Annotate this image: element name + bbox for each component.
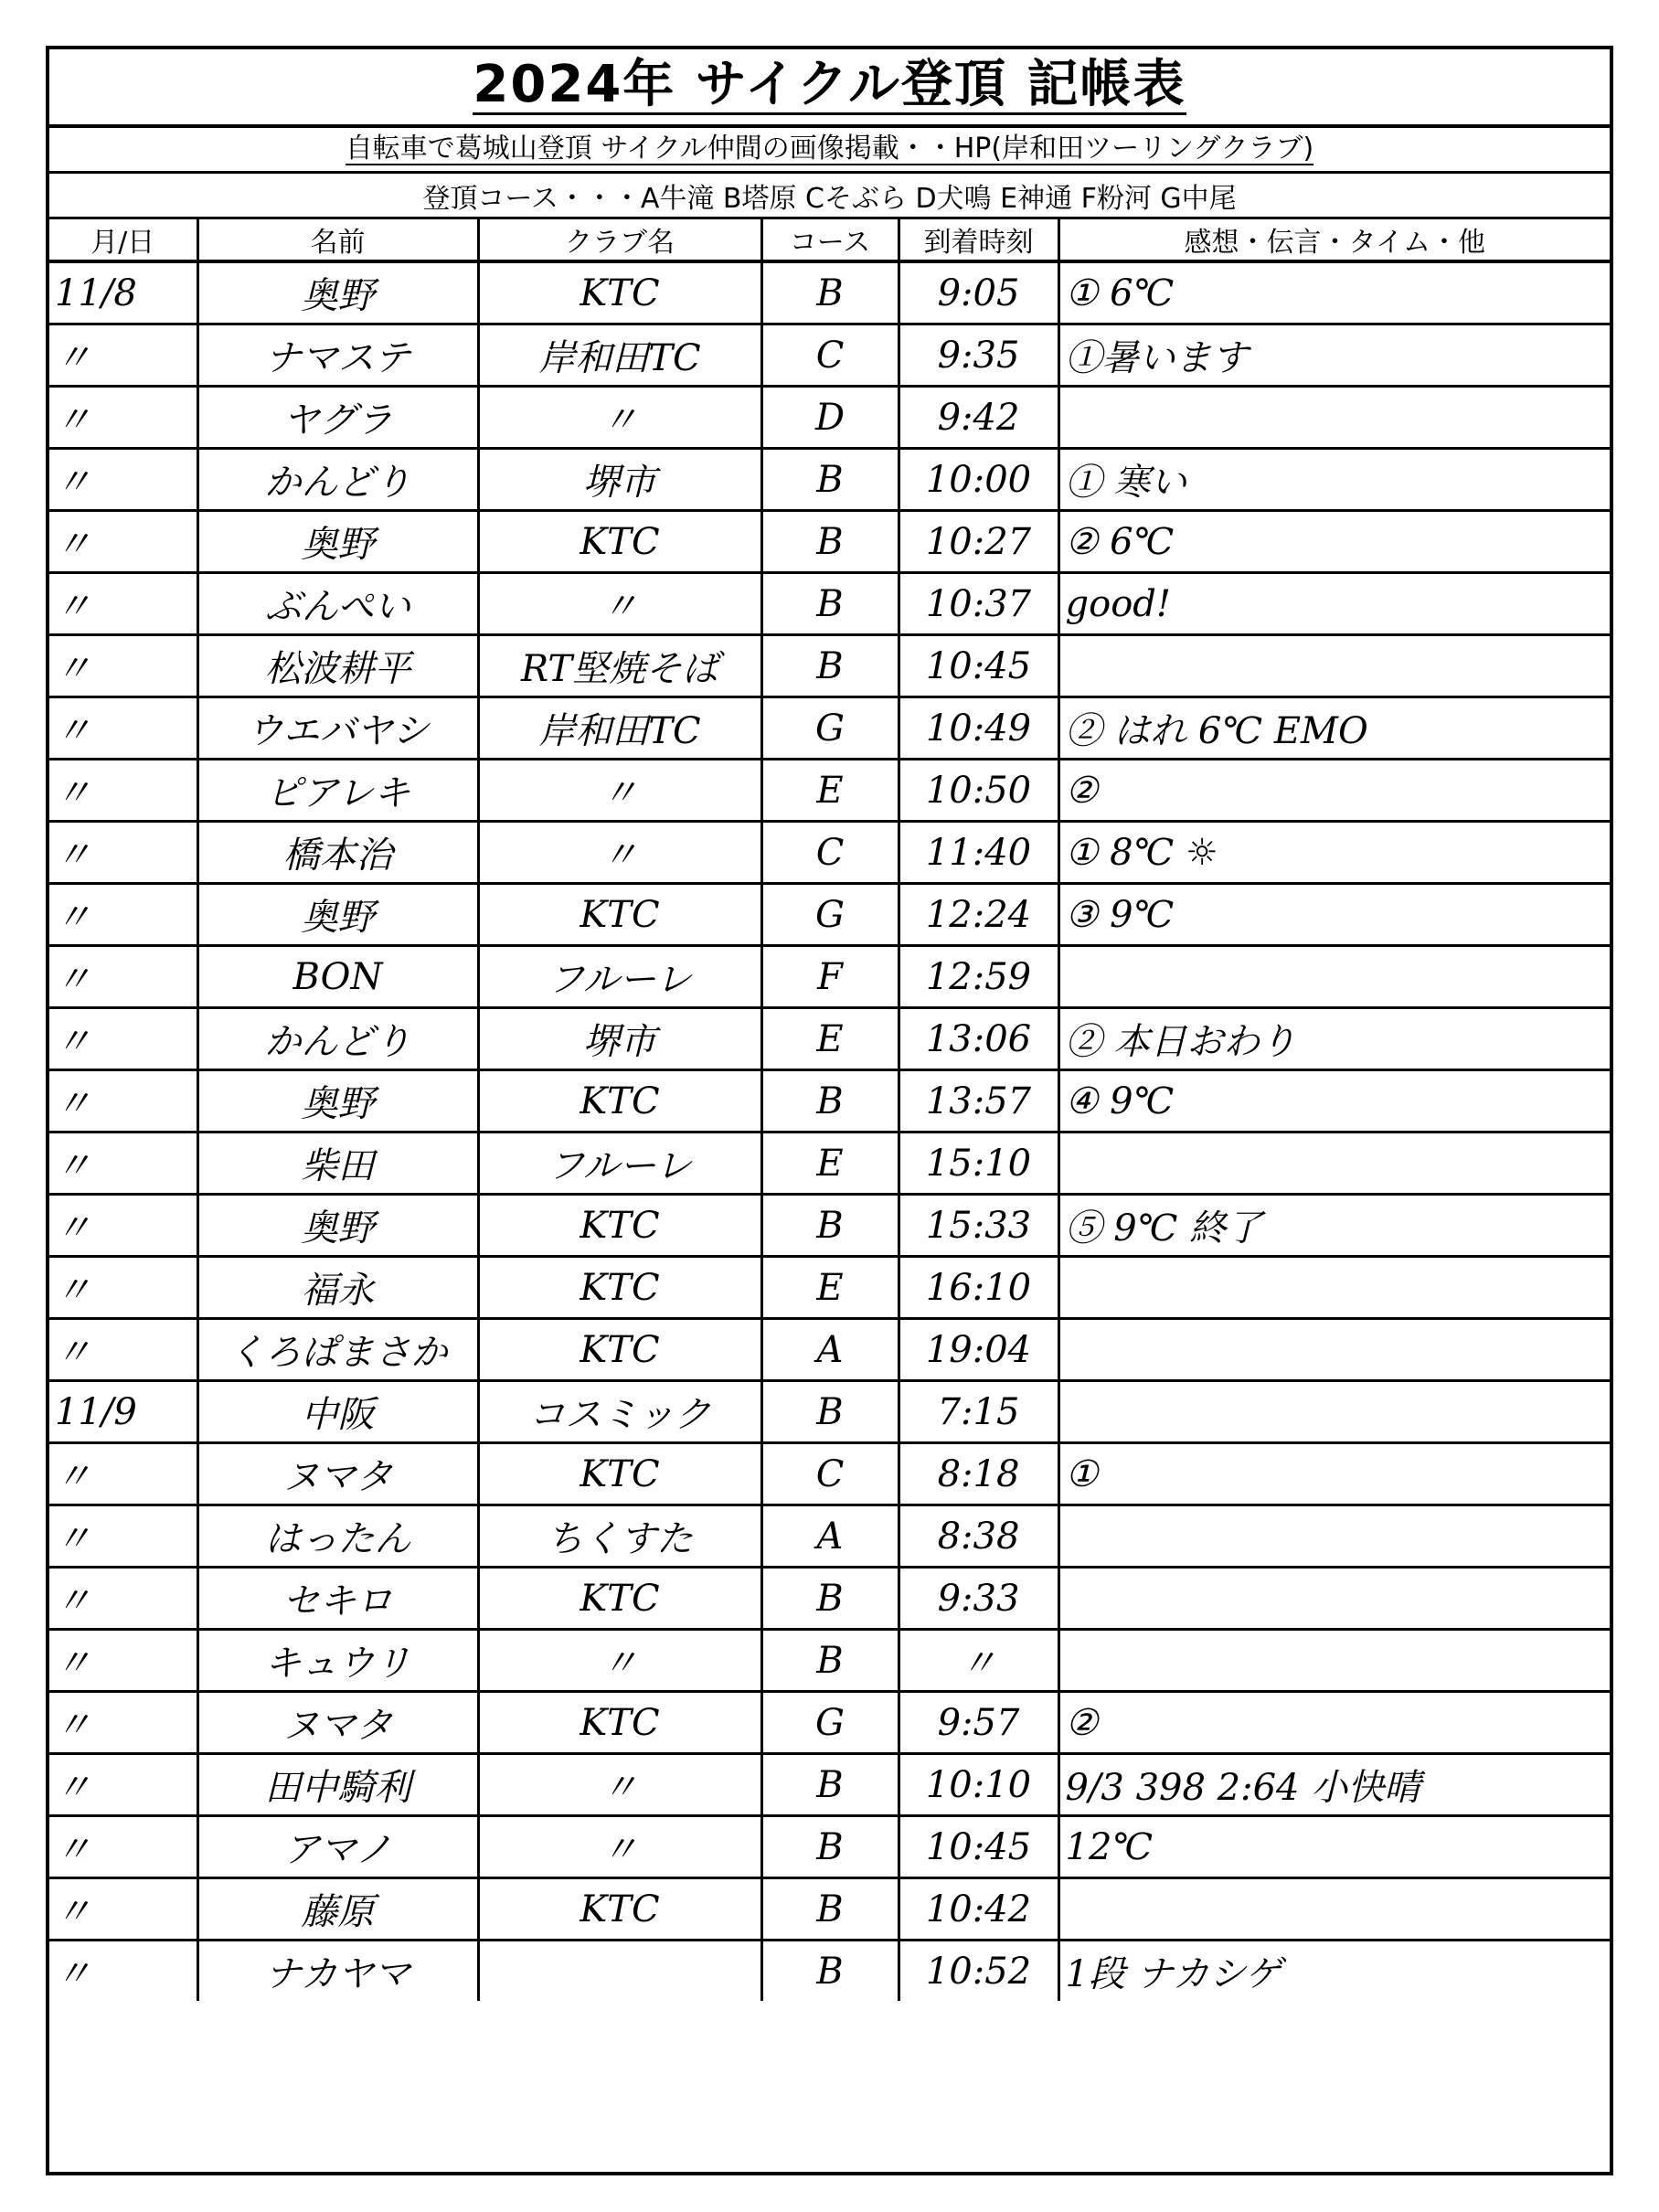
cell-time: 19:04 <box>899 1319 1058 1381</box>
cell-note: 9/3 398 2:64 小快晴 <box>1058 1754 1610 1816</box>
subtitle-row <box>49 128 1610 174</box>
cell-note <box>1058 1319 1610 1381</box>
cell-course: B <box>761 1070 899 1133</box>
cell-time: 15:10 <box>899 1133 1058 1195</box>
cell-note <box>1058 1133 1610 1195</box>
cell-name: 奥野 <box>197 511 478 573</box>
table-row <box>49 1754 1610 1816</box>
cell-note <box>1058 1630 1610 1692</box>
table-row <box>49 449 1610 511</box>
cell-club: ちくすた <box>478 1505 761 1568</box>
cell-club <box>478 1941 761 2002</box>
table-row <box>49 1692 1610 1754</box>
cell-date: 〃 <box>49 822 197 884</box>
cell-club: KTC <box>478 1257 761 1319</box>
cell-time: 13:06 <box>899 1008 1058 1070</box>
cell-date: 〃 <box>49 511 197 573</box>
cell-club: 堺市 <box>478 449 761 511</box>
cell-date: 〃 <box>49 1505 197 1568</box>
cell-note: ④ 9℃ <box>1058 1070 1610 1133</box>
cell-note: ② はれ 6℃ EMO <box>1058 697 1610 760</box>
cell-course: G <box>761 884 899 946</box>
cell-name: 奥野 <box>197 1195 478 1257</box>
cell-time: 13:57 <box>899 1070 1058 1133</box>
course-legend-row <box>49 174 1610 219</box>
cell-date: 〃 <box>49 449 197 511</box>
header-time: 到着時刻 <box>899 219 1058 261</box>
cell-date: 〃 <box>49 324 197 387</box>
cell-course: B <box>761 1381 899 1443</box>
cell-course: B <box>761 1878 899 1941</box>
cell-date: 〃 <box>49 1816 197 1878</box>
cell-name: ヌマタ <box>197 1692 478 1754</box>
table-row <box>49 946 1610 1008</box>
cell-name: ヤグラ <box>197 387 478 449</box>
cell-club: RT堅焼そば <box>478 635 761 697</box>
cell-course: B <box>761 1195 899 1257</box>
course-legend: 登頂コース・・・A牛滝 B塔原 Cそぶら D犬鳴 E神通 F粉河 G中尾 <box>422 182 1237 215</box>
cell-time: 9:42 <box>899 387 1058 449</box>
cell-date: 〃 <box>49 1754 197 1816</box>
cell-name: 橋本治 <box>197 822 478 884</box>
cell-course: A <box>761 1319 899 1381</box>
table-row <box>49 1568 1610 1630</box>
cell-course: E <box>761 1257 899 1319</box>
cell-time: 11:40 <box>899 822 1058 884</box>
cell-name: はったん <box>197 1505 478 1568</box>
cell-note: ② 6℃ <box>1058 511 1610 573</box>
log-sheet <box>46 46 1613 2175</box>
cell-course: B <box>761 635 899 697</box>
header-row <box>49 219 1610 261</box>
cell-name: BON <box>197 946 478 1008</box>
cell-club: 〃 <box>478 822 761 884</box>
cell-club: KTC <box>478 1070 761 1133</box>
cell-course: G <box>761 697 899 760</box>
cell-date: 〃 <box>49 1195 197 1257</box>
cell-note: ② <box>1058 1692 1610 1754</box>
header-course: コース <box>761 219 899 261</box>
cell-club: 岸和田TC <box>478 324 761 387</box>
cell-name: 福永 <box>197 1257 478 1319</box>
cell-time: 9:35 <box>899 324 1058 387</box>
cell-date: 〃 <box>49 1630 197 1692</box>
cell-note: ① 6℃ <box>1058 261 1610 324</box>
cell-name: 奥野 <box>197 261 478 324</box>
table-row <box>49 1381 1610 1443</box>
cell-course: B <box>761 449 899 511</box>
cell-name: くろぱまさか <box>197 1319 478 1381</box>
cell-time: 10:45 <box>899 635 1058 697</box>
cell-date: 〃 <box>49 760 197 822</box>
cell-club: 堺市 <box>478 1008 761 1070</box>
cell-name: ヌマタ <box>197 1443 478 1505</box>
cell-note <box>1058 387 1610 449</box>
table-row <box>49 697 1610 760</box>
cell-club: KTC <box>478 1443 761 1505</box>
table-row <box>49 884 1610 946</box>
cell-name: 藤原 <box>197 1878 478 1941</box>
cell-time: 10:00 <box>899 449 1058 511</box>
cell-course: C <box>761 1443 899 1505</box>
cell-note <box>1058 1505 1610 1568</box>
cell-note <box>1058 1878 1610 1941</box>
cell-club: コスミック <box>478 1381 761 1443</box>
cell-time: 16:10 <box>899 1257 1058 1319</box>
cell-name: 田中騎利 <box>197 1754 478 1816</box>
cell-time: 〃 <box>899 1630 1058 1692</box>
cell-note: ⑤ 9℃ 終了 <box>1058 1195 1610 1257</box>
cell-name: ナマステ <box>197 324 478 387</box>
cell-date: 〃 <box>49 387 197 449</box>
cell-name: かんどり <box>197 1008 478 1070</box>
cell-course: C <box>761 324 899 387</box>
cell-note <box>1058 635 1610 697</box>
table-row <box>49 261 1610 324</box>
cell-name: セキロ <box>197 1568 478 1630</box>
cell-name: アマノ <box>197 1816 478 1878</box>
table-row <box>49 1443 1610 1505</box>
cell-date: 〃 <box>49 1008 197 1070</box>
cell-date: 11/8 <box>49 261 197 324</box>
cell-club: 〃 <box>478 1816 761 1878</box>
cell-date: 〃 <box>49 635 197 697</box>
cell-note <box>1058 946 1610 1008</box>
cell-date: 〃 <box>49 1319 197 1381</box>
cell-time: 10:49 <box>899 697 1058 760</box>
cell-club: 〃 <box>478 573 761 635</box>
cell-course: B <box>761 1630 899 1692</box>
cell-course: B <box>761 1816 899 1878</box>
cell-date: 〃 <box>49 1443 197 1505</box>
cell-note: ③ 9℃ <box>1058 884 1610 946</box>
cell-name: 柴田 <box>197 1133 478 1195</box>
cell-name: 松波耕平 <box>197 635 478 697</box>
table-row <box>49 1257 1610 1319</box>
cell-date: 〃 <box>49 1941 197 2002</box>
cell-club: フルーレ <box>478 1133 761 1195</box>
table-row <box>49 760 1610 822</box>
table-row <box>49 1505 1610 1568</box>
table-row <box>49 511 1610 573</box>
cell-club: KTC <box>478 511 761 573</box>
cell-name: キュウリ <box>197 1630 478 1692</box>
cell-date: 〃 <box>49 1568 197 1630</box>
cell-club: 岸和田TC <box>478 697 761 760</box>
cell-course: G <box>761 1692 899 1754</box>
cell-name: ピアレキ <box>197 760 478 822</box>
page-title: 2024年 サイクル登頂 記帳表 <box>473 55 1186 115</box>
cell-note: ①暑います <box>1058 324 1610 387</box>
cell-club: KTC <box>478 1319 761 1381</box>
cell-date: 〃 <box>49 1878 197 1941</box>
cell-club: フルーレ <box>478 946 761 1008</box>
cell-club: 〃 <box>478 760 761 822</box>
table-row <box>49 1133 1610 1195</box>
cell-course: F <box>761 946 899 1008</box>
cell-club: KTC <box>478 884 761 946</box>
cell-note <box>1058 1381 1610 1443</box>
cell-time: 10:27 <box>899 511 1058 573</box>
cell-date: 〃 <box>49 946 197 1008</box>
table-row <box>49 1630 1610 1692</box>
cell-club: KTC <box>478 261 761 324</box>
cell-course: B <box>761 511 899 573</box>
cell-name: ぶんぺい <box>197 573 478 635</box>
cell-time: 10:52 <box>899 1941 1058 2002</box>
cell-name: 奥野 <box>197 1070 478 1133</box>
header-date: 月/日 <box>49 219 197 261</box>
cell-time: 9:33 <box>899 1568 1058 1630</box>
log-table <box>49 219 1610 2001</box>
cell-date: 〃 <box>49 1692 197 1754</box>
cell-date: 〃 <box>49 697 197 760</box>
table-row <box>49 635 1610 697</box>
cell-club: 〃 <box>478 1630 761 1692</box>
table-row <box>49 1878 1610 1941</box>
cell-course: B <box>761 1754 899 1816</box>
table-row <box>49 822 1610 884</box>
table-row <box>49 1070 1610 1133</box>
cell-club: KTC <box>478 1878 761 1941</box>
cell-club: 〃 <box>478 387 761 449</box>
cell-note: ① 8℃ ☼ <box>1058 822 1610 884</box>
subtitle: 自転車で葛城山登頂 サイクル仲間の画像掲載・・HP(岸和田ツーリングクラブ) <box>345 133 1314 165</box>
cell-note: ① 寒い <box>1058 449 1610 511</box>
cell-club: 〃 <box>478 1754 761 1816</box>
cell-course: B <box>761 1568 899 1630</box>
cell-date: 11/9 <box>49 1381 197 1443</box>
cell-time: 10:50 <box>899 760 1058 822</box>
table-row <box>49 1008 1610 1070</box>
cell-time: 8:38 <box>899 1505 1058 1568</box>
cell-note: ② 本日おわり <box>1058 1008 1610 1070</box>
cell-course: E <box>761 1008 899 1070</box>
cell-note: 1段 ナカシゲ <box>1065 1953 1282 1995</box>
cell-time: 10:10 <box>899 1754 1058 1816</box>
cell-date: 〃 <box>49 1070 197 1133</box>
cell-course: B <box>761 261 899 324</box>
cell-name: ナカヤマ <box>197 1941 478 2002</box>
table-row <box>49 1319 1610 1381</box>
table-row <box>49 1195 1610 1257</box>
cell-note: 12℃ <box>1058 1816 1610 1878</box>
cell-time: 12:59 <box>899 946 1058 1008</box>
cell-course: B <box>761 573 899 635</box>
table-row <box>49 324 1610 387</box>
cell-date: 〃 <box>49 1133 197 1195</box>
cell-course: E <box>761 760 899 822</box>
cell-note <box>1058 1568 1610 1630</box>
cell-time: 8:18 <box>899 1443 1058 1505</box>
cell-time: 10:37 <box>899 573 1058 635</box>
table-row <box>49 1941 1610 2002</box>
cell-name: 奥野 <box>197 884 478 946</box>
cell-date: 〃 <box>49 1257 197 1319</box>
table-row <box>49 573 1610 635</box>
cell-course: A <box>761 1505 899 1568</box>
cell-date: 〃 <box>49 573 197 635</box>
cell-name: 中阪 <box>197 1381 478 1443</box>
cell-time: 12:24 <box>899 884 1058 946</box>
cell-time: 10:42 <box>899 1878 1058 1941</box>
cell-note: good! <box>1058 573 1610 635</box>
cell-time: 10:45 <box>899 1816 1058 1878</box>
cell-club: KTC <box>478 1692 761 1754</box>
cell-course: E <box>761 1133 899 1195</box>
cell-date: 〃 <box>49 884 197 946</box>
header-name: 名前 <box>197 219 478 261</box>
cell-note: ① <box>1058 1443 1610 1505</box>
cell-name: かんどり <box>197 449 478 511</box>
log-rows <box>49 261 1610 2001</box>
cell-course: C <box>761 822 899 884</box>
cell-course: B <box>761 1941 899 2002</box>
cell-note <box>1058 1257 1610 1319</box>
cell-name: ウエバヤシ <box>197 697 478 760</box>
table-row <box>49 1816 1610 1878</box>
cell-time: 9:05 <box>899 261 1058 324</box>
cell-time: 9:57 <box>899 1692 1058 1754</box>
title-row <box>49 49 1610 128</box>
header-club: クラブ名 <box>478 219 761 261</box>
cell-time: 7:15 <box>899 1381 1058 1443</box>
cell-course: D <box>761 387 899 449</box>
cell-time: 15:33 <box>899 1195 1058 1257</box>
table-row <box>49 387 1610 449</box>
header-note: 感想・伝言・タイム・他 <box>1058 219 1610 261</box>
cell-note: ② <box>1058 760 1610 822</box>
cell-club: KTC <box>478 1195 761 1257</box>
cell-club: KTC <box>478 1568 761 1630</box>
